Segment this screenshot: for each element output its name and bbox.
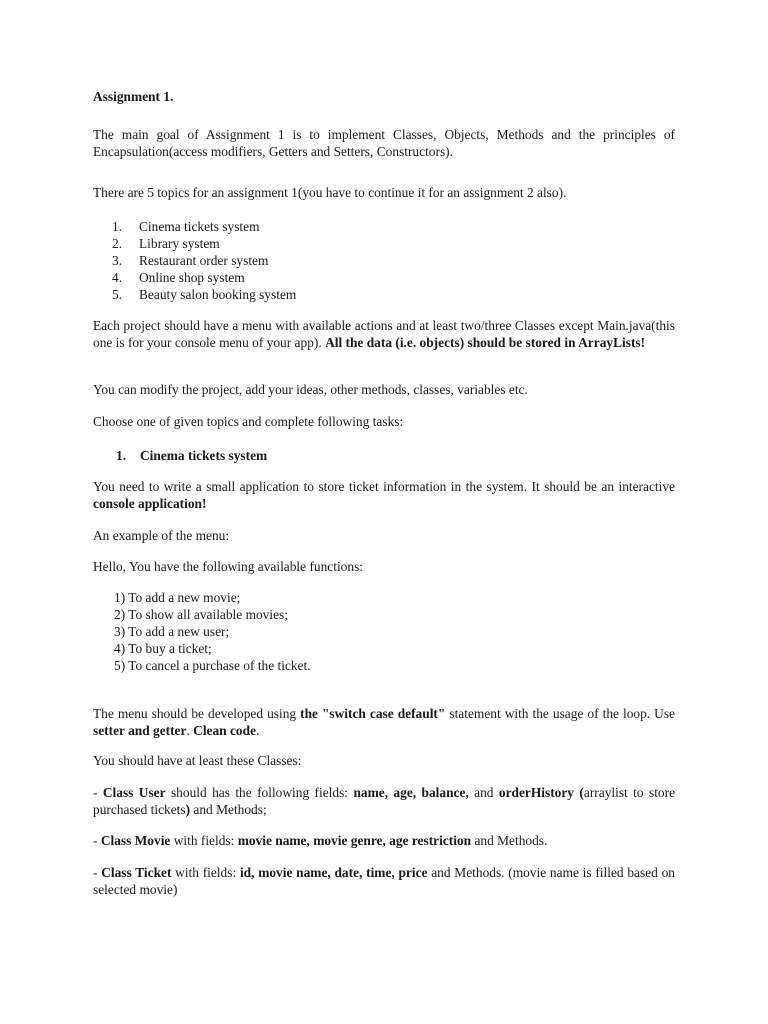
topic-item: 2. Library system [112,236,220,251]
menu-example-label: An example of the menu: [93,528,230,543]
menu-greeting: Hello, You have the following available functions: [93,559,363,574]
menu-item: 3) To add a new user; [114,624,230,639]
topic-item: 3. Restaurant order system [112,253,269,268]
goal-paragraph: The main goal of Assignment 1 is to implement Classes, Objects, Methods and the principles of Encapsulation(access modifiers, Getters and Setters, Constructors). [93,127,675,159]
topic-item: 4. Online shop system [112,270,245,285]
menu-item: 5) To cancel a purchase of the ticket. [114,658,311,673]
class-movie-paragraph: - Class Movie with fields: movie name, movie genre, age restriction and Methods. [93,833,548,848]
section-heading: 1. Cinema tickets system [116,448,268,463]
project-requirements: Each project should have a menu with available actions and at least two/three Classes except Main.java(this one is for your console menu of your app). All the data (i.e. objects) should be stored in ArrayLists! [93,318,675,350]
topic-item: 5. Beauty salon booking system [112,287,297,302]
menu-item: 1) To add a new movie; [114,590,241,605]
topic-item: 1. Cinema tickets system [112,219,260,234]
topics-intro: There are 5 topics for an assignment 1(you have to continue it for an assignment 2 also). [93,185,567,200]
topics-list [112,218,296,303]
modify-paragraph: You can modify the project, add your ideas, other methods, classes, variables etc. [93,382,528,397]
menu-development-paragraph: The menu should be developed using the "switch case default" statement with the usage of the loop. Use setter and getter. Clean code. [93,706,675,738]
menu-item: 4) To buy a ticket; [114,641,212,656]
choose-paragraph: Choose one of given topics and complete following tasks: [93,414,404,429]
menu-item: 2) To show all available movies; [114,607,288,622]
classes-intro: You should have at least these Classes: [93,753,302,768]
app-description: You need to write a small application to store ticket information in the system. It should be an interactive console application! [93,479,675,511]
assignment-title: Assignment 1. [93,89,174,104]
menu-items-list [114,589,311,674]
class-user-paragraph: - Class User should has the following fields: name, age, balance, and orderHistory (arraylist to store purchased tickets) and Methods; [93,785,676,817]
class-ticket-paragraph: - Class Ticket with fields: id, movie name, date, time, price and Methods. (movie name is filled based on selected movie) [93,865,675,897]
